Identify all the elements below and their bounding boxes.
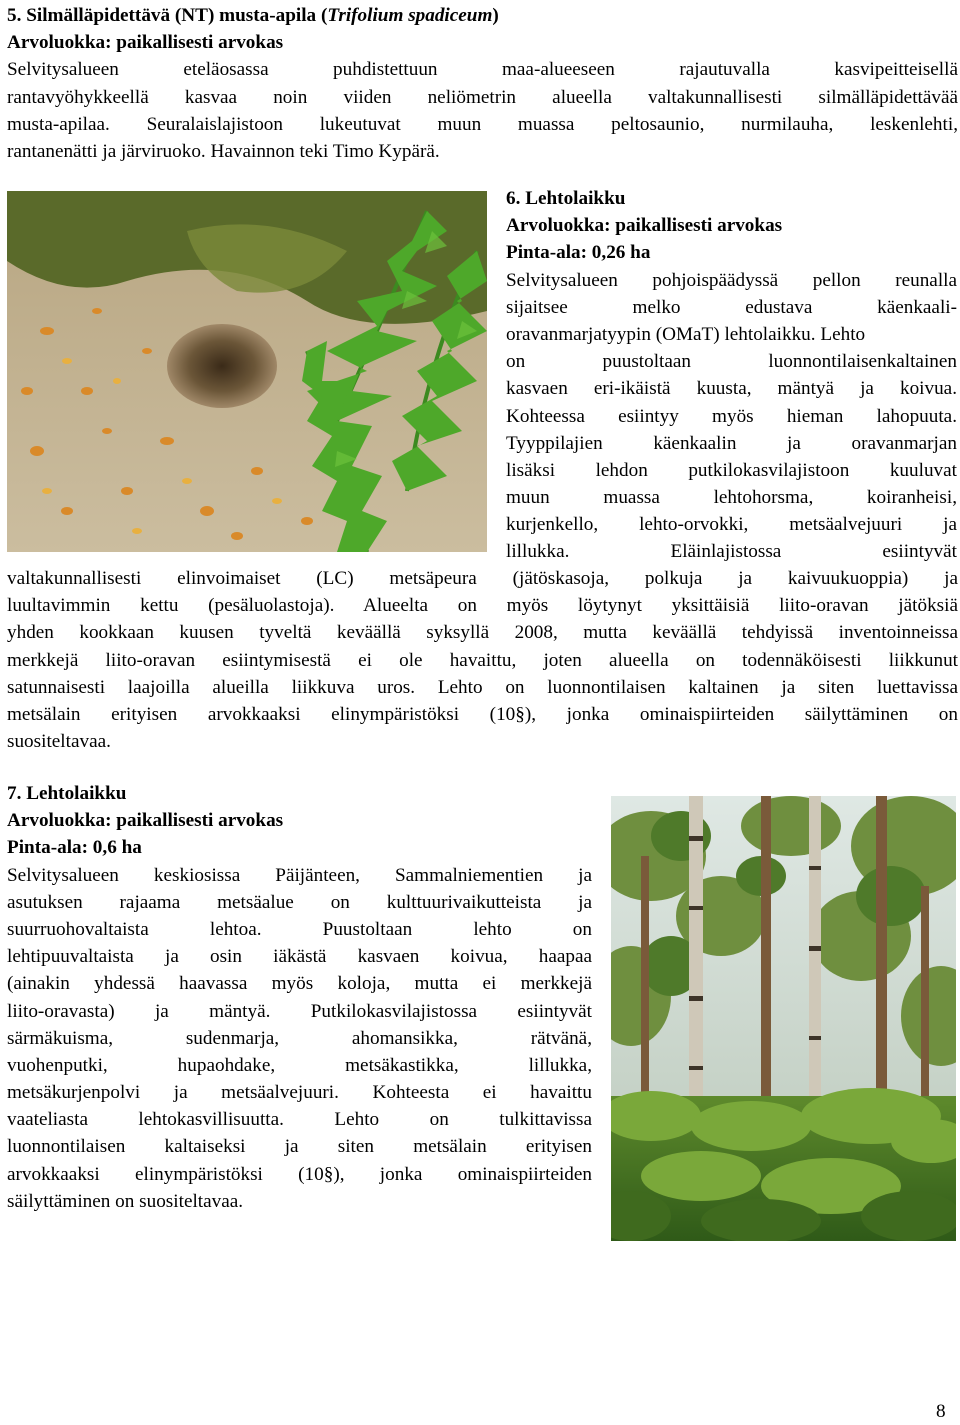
section-7-text-line: metsäkurjenpolvi ja metsäalvejuuri. Kohteesta ei havaittu (7, 1082, 592, 1104)
section-7-text-line: suurruohovaltaista lehtoa. Puustoltaan lehto on (7, 918, 592, 940)
section-7-text-line: vuohenputki, hupaohdake, metsäkastikka, lillukka, (7, 1054, 592, 1076)
section-5-title: 5. Silmälläpidettävä (NT) musta-apila (Trifolium spadiceum) (7, 5, 499, 26)
section-7-text-line: luonnontilaisen kaltaiseksi ja siten metsälain erityisen (7, 1136, 592, 1158)
section-7-text-line: arvokkaaksi elinympäristöksi (10§), jonka ominaispiirteiden (7, 1163, 592, 1185)
section-6-text-line: valtakunnallisesti elinvoimaiset (LC) metsäpeura (jätöskasoja, polkuja ja kaivuukuoppia) ja (7, 568, 958, 589)
section-6-text-line: lillukka. Eläinlajistossa esiintyvät (506, 541, 957, 563)
section-7 (7, 780, 592, 1215)
section-7-title: 7. Lehtolaikku (7, 783, 127, 804)
section-6-text-line: sijaitsee melko edustava käenkaali- (506, 296, 957, 318)
section-6-text-line: Selvitysalueen pohjoispäädyssä pellon reunalla (506, 269, 957, 291)
section-6-class: Arvoluokka: paikallisesti arvokas (506, 215, 783, 237)
section-5-text-line: rantavyöhykkeellä kasvaa noin viiden neliömetrin alueella valtakunnallisesti silmälläpidettävää (7, 86, 958, 108)
page-number: 8 (936, 1401, 946, 1422)
section-7-area: Pinta-ala: 0,6 ha (7, 837, 142, 859)
section-6-area: Pinta-ala: 0,26 ha (506, 242, 651, 264)
section-7-text-line: asutuksen rajaama metsäalue on kulttuurivaikutteista ja (7, 891, 592, 913)
section-5-text-line: Selvitysalueen eteläosassa puhdistettuun maa-alueeseen rajautuvalla kasvipeitteisellä (7, 59, 958, 81)
section-6-text-line: Tyyppilajien käenkaalin ja oravanmarjan (506, 432, 957, 454)
section-6-continued (7, 565, 958, 755)
section-6-text-line: lisäksi lehdon putkilokasvilajistoon kuuluvat (506, 459, 957, 481)
section-7-class: Arvoluokka: paikallisesti arvokas (7, 810, 284, 832)
section-6-text-line: oravanmarjatyypin (OMaT) lehtolaikku. Lehto (506, 323, 866, 345)
section-6-text-line: yhden kookkaan kuusen tyveltä keväällä syksyllä 2008, mutta keväällä tehdyissä inventoinneissa (7, 622, 958, 644)
section-6-title: 6. Lehtolaikku (506, 188, 626, 209)
section-6-text-line: Kohteessa esiintyy myös hieman lahopuuta. (506, 405, 957, 427)
section-7-text-line: vaateliasta lehtokasvillisuutta. Lehto on tulkittavissa (7, 1109, 592, 1131)
section-6-side (506, 185, 957, 566)
section-5-class: Arvoluokka: paikallisesti arvokas (7, 32, 284, 54)
section-7-text-line: liito-oravasta) ja mäntyä. Putkilokasvilajistossa esiintyvät (7, 1000, 592, 1022)
section-5-text-line: musta-apilaa. Seuralaislajistoon lukeutuvat muun muassa peltosaunio, nurmilauha, leskenlehti, (7, 113, 958, 135)
section-6-text-line: metsälain erityisen arvokkaaksi elinympäristöksi (10§), jonka ominaispiirteiden säilyttäminen on (7, 703, 958, 725)
section-6-text-line: on puustoltaan luonnontilaisenkaltainen (506, 351, 957, 373)
fern-burrow-photo (7, 191, 487, 552)
section-6-text-line: satunnaisesti laajoilla alueilla liikkuva uros. Lehto on luonnontilaisen kaltainen ja siten luettavissa (7, 676, 958, 698)
section-7-text-line: Selvitysalueen keskiosissa Päijänteen, Sammalniementien ja (7, 864, 592, 886)
section-6-text-line: suositeltavaa. (7, 731, 111, 753)
section-6-text-line: merkkejä liito-oravan esiintymisestä ei ole havaittu, joten alueella on todennäköisesti liikkunut (7, 649, 958, 671)
section-7-text-line: (ainakin yhdessä haavassa myös koloja, mutta ei merkkejä (7, 973, 592, 995)
section-6-text-line: muun muassa lehtohorsma, koiranheisi, (506, 487, 957, 509)
section-6-text-line: luultavimmin kettu (pesäluolastoja). Alueelta on myös löytynyt yksittäisiä liito-oravan jätöksiä (7, 595, 958, 617)
section-6-text-line: kasvaen eri-ikäistä kuusta, mäntyä ja koivua. (506, 378, 957, 400)
section-7-text-line: lehtipuuvaltaista ja osin iäkästä kasvaen koivua, haapaa (7, 946, 592, 968)
forest-photo (611, 796, 956, 1241)
section-5 (7, 2, 958, 165)
section-7-text-line: säilyttäminen on suositeltavaa. (7, 1190, 244, 1212)
section-6-text-line: kurjenkello, lehto-orvokki, metsäalvejuuri ja (506, 514, 957, 536)
section-5-text-line: rantanenätti ja järviruoko. Havainnon teki Timo Kypärä. (7, 140, 440, 162)
section-7-text-line: särmäkuisma, sudenmarja, ahomansikka, rätvänä, (7, 1027, 592, 1049)
